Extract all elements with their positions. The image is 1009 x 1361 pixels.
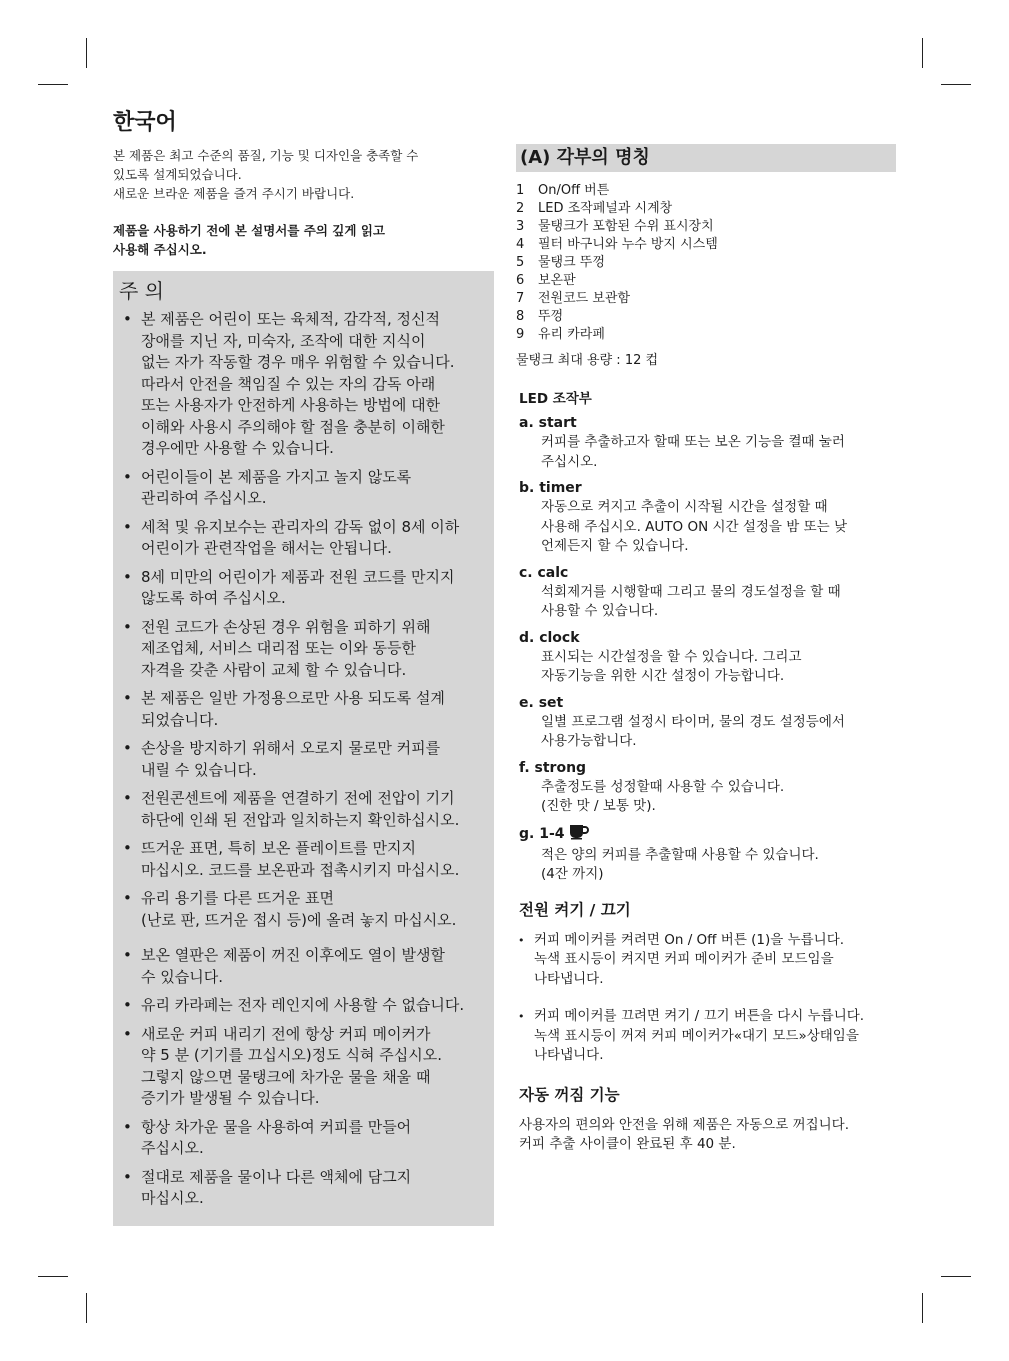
caution-line: 이해와 사용시 주의해야 할 점을 충분히 이해한 (141, 417, 445, 436)
led-key-name: g. 1-4 (519, 825, 565, 842)
led-desc-line: 사용할 수 있습니다. (541, 603, 659, 619)
caution-line: 제조업체, 서비스 대리점 또는 이와 동등한 (141, 639, 416, 657)
caution-item (119, 838, 486, 881)
caution-item (119, 1167, 486, 1210)
part-item (516, 326, 896, 344)
caution-line: 보온 열판은 제품이 꺼진 이후에도 열이 발생할 (141, 946, 445, 964)
read-manual-notice (113, 221, 494, 259)
part-number: 4 (516, 237, 525, 252)
caution-item (119, 995, 486, 1017)
led-panel-title: LED 조작부 (519, 391, 592, 407)
auto-off-line: 커피 추출 사이클이 완료된 후 40 분. (519, 1136, 736, 1152)
led-desc-line: 추출정도를 성정할때 사용할 수 있습니다. (541, 778, 785, 795)
led-desc-line: 사용해 주십시오. AUTO ON 시간 설정을 밤 또는 낮 (541, 518, 847, 535)
caution-item (119, 617, 486, 682)
caution-line: 항상 차가운 물을 사용하여 커피를 만들어 (141, 1117, 412, 1136)
led-item-label (519, 564, 896, 583)
auto-off-line: 사용자의 편의와 안전을 위해 제품은 자동으로 꺼집니다. (519, 1116, 849, 1133)
bullet-icon: • (123, 689, 132, 707)
caution-line: 없는 자가 작동할 경우 매우 위험할 수 있습니다. (141, 353, 455, 371)
intro-line: 새로운 브라운 제품을 즐겨 주시기 바랍니다. (113, 186, 355, 201)
power-line: 커피 메이커를 켜려면 On / Off 버튼 (1)을 누릅니다. (534, 931, 845, 948)
bullet-icon: • (518, 1010, 525, 1023)
caution-line: 전원콘센트에 제품을 연결하기 전에 전압이 기기 (141, 789, 455, 807)
led-item (519, 824, 896, 885)
led-item-label (519, 479, 896, 498)
parts-list (516, 182, 896, 344)
led-desc-line: 주십시오. (541, 453, 598, 470)
led-key-name: d. clock (519, 629, 580, 646)
bullet-icon: • (123, 789, 132, 807)
power-line: 커피 메이커를 끄려면 켜기 / 끄기 버튼을 다시 누릅니다. (534, 1008, 865, 1024)
bullet-icon: • (123, 517, 132, 536)
part-item (516, 236, 896, 254)
caution-item (119, 1117, 486, 1160)
crop-mark (922, 1293, 923, 1323)
caution-item (119, 788, 486, 831)
bullet-icon: • (518, 933, 525, 947)
led-item (519, 629, 896, 687)
part-label: 물탱크 뚜껑 (538, 255, 605, 270)
caution-item (119, 688, 486, 731)
page-title: 한국어 (113, 110, 177, 135)
part-label: 뚜껑 (538, 309, 564, 324)
right-column (516, 144, 896, 1155)
caution-item (119, 309, 486, 460)
led-desc-line: (4잔 까지) (541, 866, 604, 882)
led-desc-line: 일별 프로그램 설정시 타이머, 물의 경도 설정등에서 (541, 713, 845, 730)
led-desc-line: 자동기능을 위한 시간 설정이 가능합니다. (541, 668, 785, 684)
part-number: 1 (516, 183, 525, 198)
caution-line: 하단에 인쇄 된 전압과 일치하는지 확인하십시오. (141, 810, 460, 829)
intro-line: 있도록 설계되었습니다. (113, 167, 242, 182)
caution-line: 마십시오. (141, 1189, 204, 1207)
caution-line: 그렇지 않으면 물탱크에 차가운 물을 채울 때 (141, 1067, 431, 1086)
bullet-icon: • (123, 1167, 132, 1186)
notice-line: 사용해 주십시오. (113, 242, 207, 257)
caution-line: 증기가 발생될 수 있습니다. (141, 1089, 320, 1107)
part-number: 8 (516, 309, 525, 324)
caution-line: 뜨거운 표면, 특히 보온 플레이트를 만지지 (141, 839, 416, 857)
part-number: 7 (516, 291, 525, 306)
power-line: 녹색 표시등이 꺼져 커피 메이커가«대기 모드»상태임을 (534, 1027, 859, 1044)
parts-heading: (A) 각부의 명칭 (516, 144, 896, 172)
caution-item (119, 517, 486, 560)
bullet-icon: • (123, 839, 132, 857)
caution-item (119, 945, 486, 988)
crop-mark (86, 38, 87, 68)
led-item (519, 414, 896, 472)
intro-text (113, 146, 494, 203)
led-item-description (541, 778, 896, 817)
bullet-icon: • (123, 996, 132, 1014)
caution-line: 수 있습니다. (141, 967, 223, 986)
bullet-icon: • (123, 617, 132, 636)
led-item (519, 694, 896, 752)
bullet-icon: • (123, 567, 132, 586)
caution-line: 주십시오. (141, 1139, 204, 1157)
part-number: 2 (516, 201, 525, 216)
led-desc-line: 적은 양의 커피를 추출할때 사용할 수 있습니다. (541, 846, 819, 863)
part-item (516, 308, 896, 326)
auto-off-text (519, 1116, 896, 1155)
led-item-label (519, 694, 896, 713)
caution-line: 전원 코드가 손상된 경우 위험을 피하기 위해 (141, 617, 431, 636)
power-line: 나타냅니다. (534, 970, 604, 987)
led-item (519, 479, 896, 557)
caution-line: 어린이들이 본 제품을 가지고 놀지 않도록 (141, 467, 412, 486)
caution-line: 않도록 하여 주십시오. (141, 589, 286, 607)
tank-capacity: 물탱크 최대 용량 : 12 컵 (516, 353, 659, 368)
caution-line: 유리 용기를 다른 뜨거운 표면 (141, 889, 334, 907)
led-key-name: e. set (519, 694, 564, 711)
caution-line: 본 제품은 어린이 또는 육체적, 감각적, 정신적 (141, 310, 440, 328)
part-number: 6 (516, 273, 525, 288)
power-item (516, 1007, 896, 1066)
bullet-icon: • (123, 1024, 132, 1043)
led-desc-line: 석회제거를 시행할때 그리고 물의 경도설정을 할 때 (541, 583, 841, 600)
led-item-label (519, 759, 896, 778)
led-item-label (519, 414, 896, 433)
intro-line: 본 제품은 최고 수준의 품질, 기능 및 디자인을 충족할 수 (113, 148, 419, 163)
bullet-icon: • (123, 467, 132, 486)
caution-item (119, 738, 486, 781)
caution-line: 세척 및 유지보수는 관리자의 감독 없이 8세 이하 (141, 517, 460, 536)
part-label: 전원코드 보관함 (538, 291, 631, 306)
part-label: 물탱크가 포함된 수위 표시장치 (538, 219, 714, 234)
led-item (519, 759, 896, 817)
led-desc-line: (진한 맛 / 보통 맛). (541, 798, 656, 814)
crop-mark (922, 38, 923, 68)
caution-line: 내릴 수 있습니다. (141, 760, 257, 779)
led-item-label (519, 629, 896, 648)
caution-title: 주 의 (119, 279, 164, 303)
led-item-description (541, 498, 896, 557)
part-label: 유리 카라페 (538, 327, 605, 342)
caution-line: 약 5 분 (기기를 끄십시오)정도 식혀 주십시오. (141, 1046, 442, 1064)
led-list (516, 414, 896, 885)
caution-item (119, 467, 486, 510)
bullet-icon: • (123, 889, 132, 907)
led-desc-line: 자동으로 켜지고 추출이 시작될 시간을 설정할 때 (541, 499, 828, 515)
caution-item (119, 888, 486, 931)
led-key-name: b. timer (519, 480, 582, 496)
part-label: LED 조작페널과 시계창 (538, 201, 673, 216)
notice-line: 제품을 사용하기 전에 본 설명서를 주의 깊게 읽고 (113, 223, 385, 238)
caution-line: 경우에만 사용할 수 있습니다. (141, 439, 334, 457)
led-desc-line: 표시되는 시간설정을 할 수 있습니다. 그리고 (541, 648, 802, 665)
crop-mark (38, 1276, 68, 1277)
part-item (516, 272, 896, 290)
led-item-label (519, 824, 896, 846)
led-item-description (541, 583, 896, 622)
led-desc-line: 언제든지 할 수 있습니다. (541, 538, 689, 554)
caution-line: 관리하여 주십시오. (141, 489, 267, 507)
caution-line: 되었습니다. (141, 710, 219, 729)
crop-mark (38, 84, 68, 85)
caution-list (119, 309, 486, 1210)
bullet-icon: • (123, 310, 132, 328)
caution-item (119, 567, 486, 610)
part-item (516, 218, 896, 236)
part-item (516, 182, 896, 200)
crop-mark (941, 84, 971, 85)
caution-line: 8세 미만의 어린이가 제품과 전원 코드를 만지지 (141, 567, 455, 586)
led-item-description (541, 433, 896, 472)
led-item-description (541, 648, 896, 687)
power-line: 녹색 표시등이 켜지면 커피 메이커가 준비 모드임을 (534, 951, 834, 967)
led-item-description (541, 846, 896, 885)
led-key-name: f. strong (519, 759, 587, 776)
bullet-icon: • (123, 1117, 132, 1136)
power-list (516, 931, 896, 1066)
caution-item (119, 1024, 486, 1110)
caution-line: 손상을 방지하기 위해서 오로지 물로만 커피를 (141, 739, 441, 757)
caution-line: 자격을 갖춘 사람이 교체 할 수 있습니다. (141, 660, 407, 679)
caution-line: 본 제품은 일반 가정용으로만 사용 되도록 설계 (141, 689, 445, 707)
part-label: 보온판 (538, 273, 576, 288)
bullet-icon: • (123, 946, 132, 964)
led-item (519, 564, 896, 622)
led-desc-line: 사용가능합니다. (541, 733, 637, 749)
caution-line: 절대로 제품을 물이나 다른 액체에 담그지 (141, 1167, 412, 1186)
caution-line: 따라서 안전을 책임질 수 있는 자의 감독 아래 (141, 374, 436, 393)
power-title: 전원 켜기 / 끄기 (519, 900, 631, 919)
part-label: On/Off 버튼 (538, 183, 610, 198)
part-item (516, 254, 896, 272)
part-number: 5 (516, 255, 525, 270)
crop-mark (86, 1293, 87, 1323)
part-item (516, 290, 896, 308)
caution-line: 마십시오. 코드를 보온판과 접촉시키지 마십시오. (141, 860, 460, 879)
part-item (516, 200, 896, 218)
part-number: 9 (516, 327, 525, 342)
caution-line: 새로운 커피 내리기 전에 항상 커피 메이커가 (141, 1024, 431, 1043)
caution-line: 유리 카라페는 전자 레인지에 사용할 수 없습니다. (141, 996, 465, 1014)
caution-line: 장애를 지닌 자, 미숙자, 조작에 대한 지식이 (141, 331, 426, 350)
caution-line: 어린이가 관련작업을 해서는 안됩니다. (141, 539, 392, 557)
caution-line: 또는 사용자가 안전하게 사용하는 방법에 대한 (141, 396, 441, 414)
caution-line: (난로 판, 뜨거운 접시 등)에 올려 놓지 마십시오. (141, 910, 457, 929)
led-desc-line: 커피를 추출하고자 할때 또는 보온 기능을 켤때 눌러 (541, 434, 845, 450)
auto-off-title: 자동 꺼짐 기능 (519, 1085, 620, 1104)
part-number: 3 (516, 219, 525, 234)
intro-section (113, 108, 494, 259)
bullet-icon: • (123, 739, 132, 757)
part-label: 필터 바구니와 누수 방지 시스템 (538, 237, 718, 252)
caution-panel (113, 271, 494, 1226)
crop-mark (941, 1276, 971, 1277)
power-line: 나타냅니다. (534, 1047, 604, 1063)
led-key-name: a. start (519, 415, 577, 431)
power-item (516, 931, 896, 990)
led-item-description (541, 713, 896, 752)
led-key-name: c. calc (519, 564, 569, 581)
coffee-cup-icon (569, 824, 589, 846)
